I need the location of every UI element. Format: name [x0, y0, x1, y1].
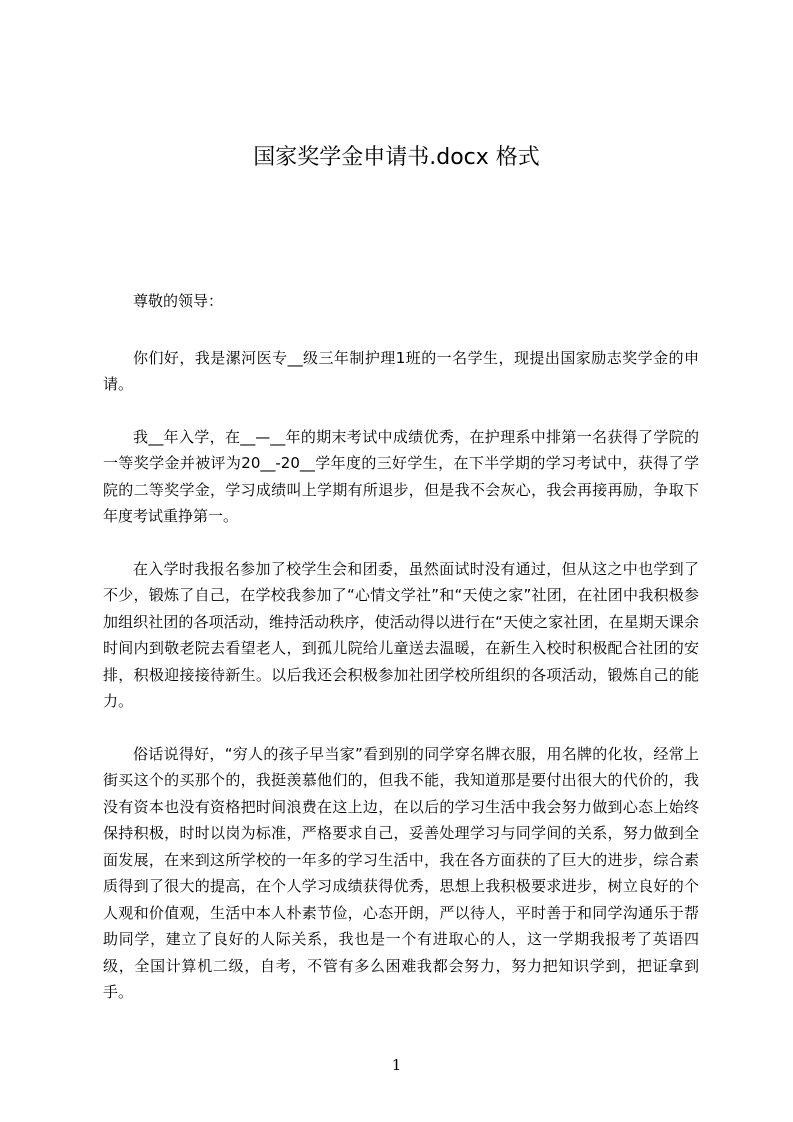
page-number: 1	[391, 1056, 402, 1074]
document-body	[103, 288, 699, 1032]
paragraph-academics: 我__年入学，在__—__年的期末考试中成绩优秀，在护理系中排第一名获得了学院的一等奖学金并被评为20__-20__学年度的三好学生，在下半学期的学习考试中，获得了学院的二等奖学金，学习成绩叫上学期有所退步，但是我不会灰心，我会再接再励，争取下年度考试重挣第一。	[103, 427, 699, 525]
document-title: 国家奖学金申请书.docx 格式	[253, 145, 540, 170]
salutation: 尊敬的领导：	[133, 292, 224, 310]
paragraph-character: 俗话说得好，“穷人的孩子早当家”看到别的同学穿名牌衣服，用名牌的化妆，经常上街买这个的买那个的，我挺羡慕他们的，但我不能，我知道那是要付出很大的代价的，我没有资本也没有资格把时间浪费在这上边，在以后的学习生活中我会努力做到心态上始终保持积极，时时以岗为标准，严格要求自己，妥善处理学习与同学间的关系，努力做到全面发展，在来到这所学校的一年多的学习生活中，我在各方面获的了巨大的进步，综合素质得到了很大的提高，在个人学习成绩获得优秀，思想上我积极要求进步，树立良好的个人观和价值观，生活中本人朴素节俭，心态开朗，严以待人，平时善于和同学沟通乐于帮助同学，建立了良好的人际关系，我也是一个有进取心的人，这一学期我报考了英语四级，全国计算机二级，自考，不管有多么困难我都会努力，努力把知识学到，把证拿到手。	[103, 744, 699, 1001]
paragraph-intro: 你们好，我是漯河医专__级三年制护理1班的一名学生，现提出国家励志奖学金的申请。	[103, 348, 699, 393]
paragraph-activities: 在入学时我报名参加了校学生会和团委，虽然面试时没有通过，但从这之中也学到了不少，锻炼了自己，在学校我参加了“心情文学社”和“天使之家”社团，在社团中我积极参加组织社团的各项活动，维持活动秩序，使活动得以进行在“天使之家社团，在星期天课余时间内到敬老院去看望老人，到孤儿院给儿童送去温暖，在新生入校时积极配合社团的安排，积极迎接接待新生。以后我还会积极参加社团学校所组织的各项活动，锻炼自己的能力。	[103, 559, 699, 710]
